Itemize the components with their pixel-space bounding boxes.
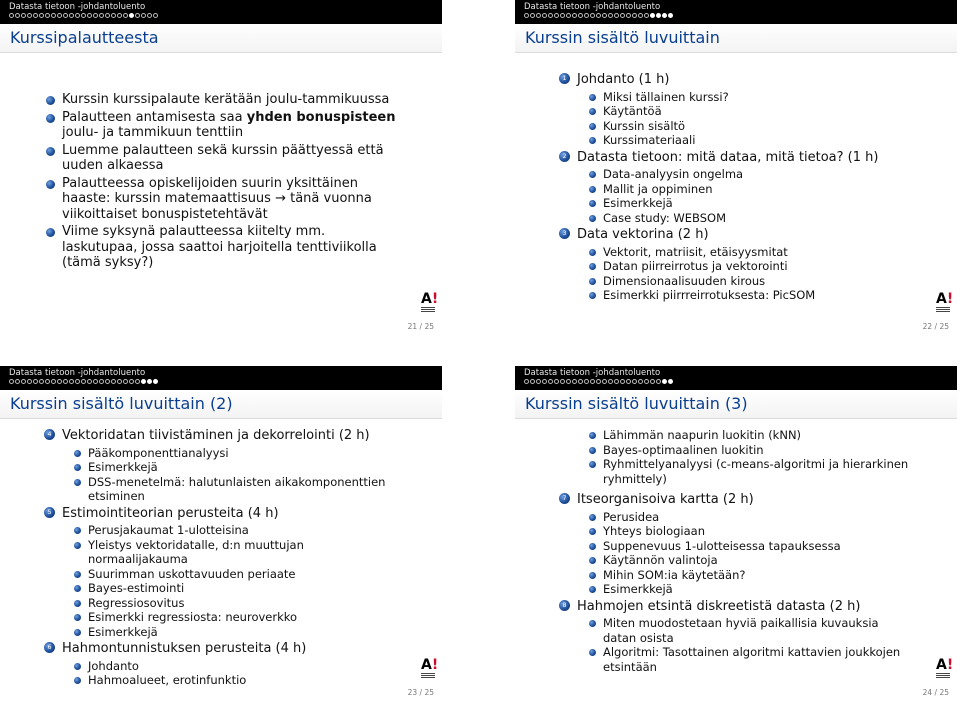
nav-dot[interactable] <box>21 379 26 384</box>
sub-item: Hahmoalueet, erotinfunktio <box>0 673 420 688</box>
bullet-list <box>0 92 420 273</box>
nav-dot[interactable] <box>75 379 80 384</box>
sub-item: Ryhmittelyanalyysi (c-means-algoritmi ja hierarkinen ryhmittely) <box>515 457 935 486</box>
nav-dot[interactable] <box>590 379 595 384</box>
section-item: 5 Estimointiteorian perusteita (4 h) <box>0 506 420 522</box>
list-item: Palautteen antamisesta saa yhden bonuspisteen joulu- ja tammikuun tenttiin <box>0 110 420 141</box>
sub-item: Esimerkkejä <box>0 460 420 475</box>
nav-dot[interactable] <box>21 13 26 18</box>
nav-dot[interactable] <box>560 13 565 18</box>
sub-item: Bayes-optimaalinen luokitin <box>515 443 935 458</box>
nav-dot[interactable] <box>69 379 74 384</box>
bullet-icon <box>589 278 596 285</box>
bullet-icon <box>46 228 55 237</box>
nav-dot[interactable] <box>542 379 547 384</box>
nav-dot[interactable] <box>75 13 80 18</box>
slide-title: Kurssin sisältö luvuittain (3) <box>525 394 748 413</box>
nav-dot[interactable] <box>129 379 134 384</box>
aalto-logo: A! <box>936 658 954 680</box>
section-item: 7 Itseorganisoiva kartta (2 h) <box>515 492 935 508</box>
slide-22 <box>515 0 957 338</box>
nav-dot[interactable] <box>153 13 158 18</box>
sub-item: Kurssimateriaali <box>515 133 935 148</box>
nav-dot[interactable] <box>27 379 32 384</box>
nav-dot[interactable] <box>554 379 559 384</box>
page-number: 21 / 25 <box>407 322 434 331</box>
nav-dot[interactable] <box>93 13 98 18</box>
title-bar <box>0 390 442 419</box>
aalto-logo: A! <box>936 292 954 314</box>
aalto-logo: A! <box>421 292 439 314</box>
nav-dot[interactable] <box>566 379 571 384</box>
bullet-icon <box>589 557 596 564</box>
bullet-icon <box>589 543 596 550</box>
section-number-badge: 1 <box>559 73 570 84</box>
nav-dot[interactable] <box>69 13 74 18</box>
nav-dot[interactable] <box>668 13 673 18</box>
section-list <box>0 428 420 688</box>
bullet-icon <box>74 479 81 486</box>
nav-dot[interactable] <box>105 379 110 384</box>
bullet-icon <box>74 571 81 578</box>
nav-dot[interactable] <box>596 13 601 18</box>
nav-dot[interactable] <box>548 13 553 18</box>
bullet-icon <box>589 292 596 299</box>
bullet-icon <box>74 542 81 549</box>
slide-header <box>515 0 957 24</box>
bullet-icon <box>589 171 596 178</box>
nav-dot[interactable] <box>147 13 152 18</box>
sub-item: Perusidea <box>515 510 935 525</box>
bullet-icon <box>589 186 596 193</box>
nav-dot[interactable] <box>57 13 62 18</box>
sub-item: Data-analyysin ongelma <box>515 167 935 182</box>
nav-dot[interactable] <box>644 379 649 384</box>
sub-item: Esimerkkejä <box>515 196 935 211</box>
bullet-icon <box>589 123 596 130</box>
list-item: Kurssin kurssipalaute kerätään joulu-tammikuussa <box>0 92 420 108</box>
bullet-icon <box>589 215 596 222</box>
nav-dot[interactable] <box>632 13 637 18</box>
sub-item: Suppenevuus 1-ulotteisessa tapauksessa <box>515 539 935 554</box>
nav-dot[interactable] <box>614 379 619 384</box>
nav-dot[interactable] <box>99 13 104 18</box>
nav-dot[interactable] <box>536 379 541 384</box>
page-number: 23 / 25 <box>407 688 434 697</box>
header-title: Datasta tietoon -johdantoluento <box>9 2 146 12</box>
bullet-icon <box>46 180 55 189</box>
nav-dot[interactable] <box>57 379 62 384</box>
sub-item: Bayes-estimointi <box>0 581 420 596</box>
bullet-icon <box>589 572 596 579</box>
header-title: Datasta tietoon -johdantoluento <box>9 368 146 378</box>
bullet-icon <box>589 649 596 656</box>
nav-dot[interactable] <box>590 13 595 18</box>
bullet-icon <box>589 514 596 521</box>
section-item: 4 Vektoridatan tiivistäminen ja dekorrelointi (2 h) <box>0 428 420 444</box>
nav-dot[interactable] <box>578 13 583 18</box>
nav-dot[interactable] <box>560 379 565 384</box>
section-number-badge: 5 <box>44 507 55 518</box>
nav-dot[interactable] <box>578 379 583 384</box>
slide-24 <box>515 366 957 704</box>
sub-item: Esimerkkejä <box>0 625 420 640</box>
nav-dot[interactable] <box>644 13 649 18</box>
section-item: 6 Hahmontunnistuksen perusteita (4 h) <box>0 641 420 657</box>
nav-dot[interactable] <box>626 379 631 384</box>
nav-dot[interactable] <box>81 13 86 18</box>
nav-dot[interactable] <box>584 379 589 384</box>
bullet-icon <box>589 461 596 468</box>
sub-item: DSS-menetelmä: halutunlaisten aikakomponenttien etsiminen <box>0 475 420 504</box>
nav-dot[interactable] <box>524 379 529 384</box>
sub-item: Miksi tällainen kurssi? <box>515 90 935 105</box>
nav-dot[interactable] <box>662 13 667 18</box>
sub-item: Lähimmän naapurin luokitin (kNN) <box>515 428 935 443</box>
sub-item: Vektorit, matriisit, etäisyysmitat <box>515 245 935 260</box>
nav-dot[interactable] <box>608 13 613 18</box>
nav-dot[interactable] <box>111 13 116 18</box>
slide-title: Kurssipalautteesta <box>10 28 159 47</box>
nav-dot[interactable] <box>9 379 14 384</box>
bullet-icon <box>46 147 55 156</box>
bullet-icon <box>589 94 596 101</box>
nav-dot[interactable] <box>650 13 655 18</box>
sub-item: Yleistys vektoridatalle, d:n muuttujan normaalijakauma <box>0 538 420 567</box>
slide-21 <box>0 0 442 338</box>
nav-dot[interactable] <box>656 379 661 384</box>
nav-dot[interactable] <box>668 379 673 384</box>
bullet-icon <box>589 432 596 439</box>
sub-item: Kurssin sisältö <box>515 119 935 134</box>
bullet-icon <box>74 585 81 592</box>
section-item: 3 Data vektorina (2 h) <box>515 227 935 243</box>
sub-item: Esimerkki piirrreirrotuksesta: PicSOM <box>515 288 935 303</box>
bullet-icon <box>74 600 81 607</box>
nav-dot[interactable] <box>51 379 56 384</box>
bullet-icon <box>74 629 81 636</box>
section-item: 2 Datasta tietoon: mitä dataa, mitä tietoa? (1 h) <box>515 150 935 166</box>
nav-dot[interactable] <box>39 13 44 18</box>
bullet-icon <box>74 614 81 621</box>
nav-dot[interactable] <box>662 379 667 384</box>
sub-item: Johdanto <box>0 659 420 674</box>
nav-dot[interactable] <box>111 379 116 384</box>
nav-dot[interactable] <box>63 379 68 384</box>
slide-header <box>0 366 442 390</box>
sub-item: Käytäntöä <box>515 104 935 119</box>
nav-dot[interactable] <box>596 379 601 384</box>
slide-title: Kurssin sisältö luvuittain (2) <box>10 394 233 413</box>
list-item: Luemme palautteen sekä kurssin päättyessä että uuden alkaessa <box>0 143 420 174</box>
slide-header <box>0 0 442 24</box>
nav-dot[interactable] <box>536 13 541 18</box>
nav-dots[interactable] <box>9 379 158 386</box>
bullet-icon <box>74 464 81 471</box>
nav-dot[interactable] <box>572 379 577 384</box>
slide-title: Kurssin sisältö luvuittain <box>525 28 720 47</box>
nav-dot[interactable] <box>81 379 86 384</box>
section-number-badge: 7 <box>559 493 570 504</box>
nav-dot[interactable] <box>123 13 128 18</box>
nav-dot[interactable] <box>9 13 14 18</box>
bullet-icon <box>74 677 81 684</box>
sub-item: Miten muodostetaan hyviä paikallisia kuvauksia datan osista <box>515 616 935 645</box>
nav-dot[interactable] <box>530 379 535 384</box>
nav-dot[interactable] <box>608 379 613 384</box>
page-number: 22 / 25 <box>922 322 949 331</box>
sub-item: Mihin SOM:ia käytetään? <box>515 568 935 583</box>
nav-dot[interactable] <box>620 379 625 384</box>
nav-dots[interactable] <box>524 13 673 20</box>
bullet-icon <box>46 96 55 105</box>
nav-dot[interactable] <box>27 13 32 18</box>
bullet-icon <box>589 108 596 115</box>
nav-dot[interactable] <box>530 13 535 18</box>
nav-dot[interactable] <box>135 13 140 18</box>
nav-dot[interactable] <box>548 379 553 384</box>
section-number-badge: 6 <box>44 642 55 653</box>
nav-dot[interactable] <box>602 13 607 18</box>
nav-dot[interactable] <box>51 13 56 18</box>
nav-dot[interactable] <box>99 379 104 384</box>
sub-item: Dimensionaalisuuden kirous <box>515 274 935 289</box>
slide-header <box>515 366 957 390</box>
title-bar <box>0 24 442 53</box>
sub-item: Esimerkki regressiosta: neuroverkko <box>0 610 420 625</box>
nav-dot[interactable] <box>63 13 68 18</box>
bullet-icon <box>589 586 596 593</box>
nav-dot[interactable] <box>650 379 655 384</box>
nav-dot[interactable] <box>566 13 571 18</box>
section-number-badge: 3 <box>559 228 570 239</box>
arrow-icon: → <box>275 191 286 206</box>
section-number-badge: 4 <box>44 429 55 440</box>
title-bar <box>515 390 957 419</box>
nav-dot[interactable] <box>147 379 152 384</box>
bullet-icon <box>589 249 596 256</box>
bullet-icon <box>589 447 596 454</box>
sub-item: Case study: WEBSOM <box>515 211 935 226</box>
bullet-icon <box>589 200 596 207</box>
nav-dot[interactable] <box>638 13 643 18</box>
sub-item: Esimerkkejä <box>515 582 935 597</box>
bullet-icon <box>589 263 596 270</box>
nav-dot[interactable] <box>524 13 529 18</box>
nav-dot[interactable] <box>141 379 146 384</box>
section-item: 8 Hahmojen etsintä diskreetistä datasta (2 h) <box>515 599 935 615</box>
nav-dot[interactable] <box>129 13 134 18</box>
nav-dot[interactable] <box>153 379 158 384</box>
nav-dot[interactable] <box>87 379 92 384</box>
header-title: Datasta tietoon -johdantoluento <box>524 2 661 12</box>
nav-dot[interactable] <box>554 13 559 18</box>
nav-dot[interactable] <box>141 13 146 18</box>
section-item: 1 Johdanto (1 h) <box>515 72 935 88</box>
sub-item: Regressiosovitus <box>0 596 420 611</box>
nav-dot[interactable] <box>33 379 38 384</box>
section-number-badge: 8 <box>559 600 570 611</box>
nav-dot[interactable] <box>33 13 38 18</box>
nav-dot[interactable] <box>584 13 589 18</box>
bullet-icon <box>589 528 596 535</box>
nav-dot[interactable] <box>542 13 547 18</box>
nav-dot[interactable] <box>602 379 607 384</box>
sub-item: Algoritmi: Tasottainen algoritmi kattavien joukkojen etsintään <box>515 645 935 674</box>
nav-dot[interactable] <box>632 379 637 384</box>
nav-dots[interactable] <box>524 379 673 386</box>
sub-item: Datan piirreirrotus ja vektorointi <box>515 259 935 274</box>
sub-item: Yhteys biologiaan <box>515 524 935 539</box>
nav-dot[interactable] <box>620 13 625 18</box>
bullet-icon <box>74 450 81 457</box>
nav-dot[interactable] <box>87 13 92 18</box>
section-list <box>515 428 935 674</box>
page-number: 24 / 25 <box>922 688 949 697</box>
nav-dot[interactable] <box>117 13 122 18</box>
bullet-icon <box>589 620 596 627</box>
nav-dot[interactable] <box>638 379 643 384</box>
nav-dot[interactable] <box>123 379 128 384</box>
bullet-icon <box>589 137 596 144</box>
nav-dot[interactable] <box>15 13 20 18</box>
bullet-icon <box>74 663 81 670</box>
nav-dot[interactable] <box>614 13 619 18</box>
nav-dot[interactable] <box>93 379 98 384</box>
nav-dot[interactable] <box>572 13 577 18</box>
nav-dot[interactable] <box>15 379 20 384</box>
sub-item: Käytännön valintoja <box>515 553 935 568</box>
sub-item: Pääkomponenttianalyysi <box>0 446 420 461</box>
section-list <box>515 72 935 303</box>
list-item: Viime syksynä palautteessa kiitelty mm. laskutupaa, jossa saattoi harjoitella tenttiviikolla (tämä syksy?) <box>0 224 420 271</box>
nav-dot[interactable] <box>45 379 50 384</box>
header-title: Datasta tietoon -johdantoluento <box>524 368 661 378</box>
list-item: Palautteessa opiskelijoiden suurin yksittäinen haaste: kurssin matemaattisuus → tänä vuonna viikoittaiset bonuspistetehtävät <box>0 176 420 223</box>
aalto-logo: A! <box>421 658 439 680</box>
bullet-icon <box>74 527 81 534</box>
nav-dot[interactable] <box>117 379 122 384</box>
nav-dot[interactable] <box>39 379 44 384</box>
nav-dot[interactable] <box>105 13 110 18</box>
nav-dot[interactable] <box>626 13 631 18</box>
nav-dot[interactable] <box>45 13 50 18</box>
section-number-badge: 2 <box>559 151 570 162</box>
nav-dot[interactable] <box>135 379 140 384</box>
sub-item: Mallit ja oppiminen <box>515 182 935 197</box>
sub-item: Perusjakaumat 1-ulotteisina <box>0 523 420 538</box>
nav-dots[interactable] <box>9 13 158 20</box>
slide-23 <box>0 366 442 704</box>
nav-dot[interactable] <box>656 13 661 18</box>
sub-item: Suurimman uskottavuuden periaate <box>0 567 420 582</box>
title-bar <box>515 24 957 53</box>
bullet-icon <box>46 114 55 123</box>
